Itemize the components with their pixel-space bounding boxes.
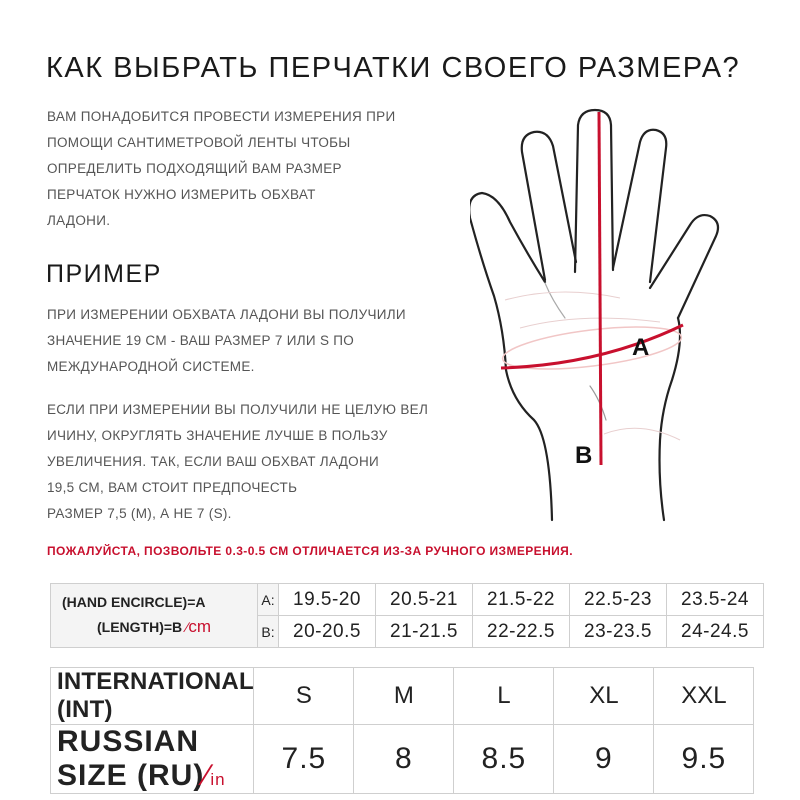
table-cell: L bbox=[454, 668, 554, 725]
example-heading: ПРИМЕР bbox=[46, 260, 162, 288]
table-cell: 23-23.5 bbox=[570, 616, 667, 648]
page-title: КАК ВЫБРАТЬ ПЕРЧАТКИ СВОЕГО РАЗМЕРА? bbox=[46, 52, 741, 84]
table-cell: 20-20.5 bbox=[279, 616, 376, 648]
table-cell: 9 bbox=[554, 725, 654, 794]
length-measure-line bbox=[599, 112, 601, 465]
table-cell: 8.5 bbox=[454, 725, 554, 794]
table-cell: 24-24.5 bbox=[667, 616, 764, 648]
table-row bbox=[51, 725, 754, 794]
intro-line: ОПРЕДЕЛИТЬ ПОДХОДЯЩИЙ ВАМ РАЗМЕР bbox=[47, 161, 342, 176]
example-line: ЕСЛИ ПРИ ИЗМЕРЕНИИ ВЫ ПОЛУЧИЛИ НЕ ЦЕЛУЮ ВЕЛ bbox=[47, 402, 429, 417]
measurement-header bbox=[51, 584, 258, 648]
intro-text bbox=[47, 104, 427, 234]
hand-illustration bbox=[470, 95, 770, 525]
hand-outline bbox=[470, 110, 718, 520]
measurement-note: ПОЖАЛУЙСТА, ПОЗВОЛЬТЕ 0.3-0.5 СМ ОТЛИЧАЕТСЯ ИЗ-ЗА РУЧНОГО ИЗМЕРЕНИЯ. bbox=[47, 544, 573, 558]
unit-slash: ∕ bbox=[182, 619, 189, 635]
table-row bbox=[51, 668, 754, 725]
label-a: A bbox=[632, 334, 650, 361]
table-cell: 9.5 bbox=[654, 725, 754, 794]
table-cell: XL bbox=[554, 668, 654, 725]
table-cell: M bbox=[354, 668, 454, 725]
example-line: 19,5 СМ, ВАМ СТОИТ ПРЕДПОЧЕСТЬ bbox=[47, 480, 298, 495]
size-table bbox=[50, 667, 754, 794]
unit-slash: ∕ bbox=[204, 759, 211, 792]
example-line: ИЧИНУ, ОКРУГЛЯТЬ ЗНАЧЕНИЕ ЛУЧШЕ В ПОЛЬЗУ bbox=[47, 428, 388, 443]
table-cell: S bbox=[254, 668, 354, 725]
example-line: МЕЖДУНАРОДНОЙ СИСТЕМЕ. bbox=[47, 359, 255, 374]
row-label-a: A: bbox=[258, 584, 279, 616]
table-cell: 21.5-22 bbox=[473, 584, 570, 616]
table-cell: 19.5-20 bbox=[279, 584, 376, 616]
table-cell: 20.5-21 bbox=[376, 584, 473, 616]
intro-line: ПОМОЩИ САНТИМЕТРОВОЙ ЛЕНТЫ ЧТОБЫ bbox=[47, 135, 351, 150]
intro-line: ЛАДОНИ. bbox=[47, 213, 111, 228]
table-cell: 21-21.5 bbox=[376, 616, 473, 648]
example-line: ЗНАЧЕНИЕ 19 СМ - ВАШ РАЗМЕР 7 ИЛИ S ПО bbox=[47, 333, 355, 348]
example-line: ПРИ ИЗМЕРЕНИИ ОБХВАТА ЛАДОНИ ВЫ ПОЛУЧИЛИ bbox=[47, 307, 406, 322]
table-cell: 8 bbox=[354, 725, 454, 794]
encircle-measure-line bbox=[501, 325, 683, 368]
table-cell: 23.5-24 bbox=[667, 584, 764, 616]
header-line-a: (HAND ENCIRCLE)=A bbox=[62, 594, 206, 610]
intro-line: ВАМ ПОНАДОБИТСЯ ПРОВЕСТИ ИЗМЕРЕНИЯ ПРИ bbox=[47, 109, 396, 124]
table-row bbox=[51, 584, 764, 616]
measurement-table bbox=[50, 583, 764, 648]
example-paragraph-1 bbox=[47, 302, 406, 380]
encircle-back-line bbox=[500, 319, 683, 377]
table-cell: 22-22.5 bbox=[473, 616, 570, 648]
example-line: РАЗМЕР 7,5 (M), А НЕ 7 (S). bbox=[47, 506, 232, 521]
row-label-b: B: bbox=[258, 616, 279, 648]
int-size-label: INTERNATIONAL (INT) bbox=[51, 668, 254, 725]
unit-in: in bbox=[210, 770, 226, 789]
ru-size-header bbox=[51, 725, 254, 794]
example-paragraph-2 bbox=[47, 397, 428, 527]
table-cell: 7.5 bbox=[254, 725, 354, 794]
unit-cm: cm bbox=[188, 617, 212, 636]
table-cell: XXL bbox=[654, 668, 754, 725]
ru-size-label: RUSSIAN SIZE (RU) bbox=[57, 725, 205, 792]
header-line-b: (LENGTH)=B bbox=[97, 619, 183, 635]
example-line: УВЕЛИЧЕНИЯ. ТАК, ЕСЛИ ВАШ ОБХВАТ ЛАДОНИ bbox=[47, 454, 380, 469]
table-cell: 22.5-23 bbox=[570, 584, 667, 616]
label-b: B bbox=[575, 442, 593, 469]
intro-line: ПЕРЧАТОК НУЖНО ИЗМЕРИТЬ ОБХВАТ bbox=[47, 187, 316, 202]
